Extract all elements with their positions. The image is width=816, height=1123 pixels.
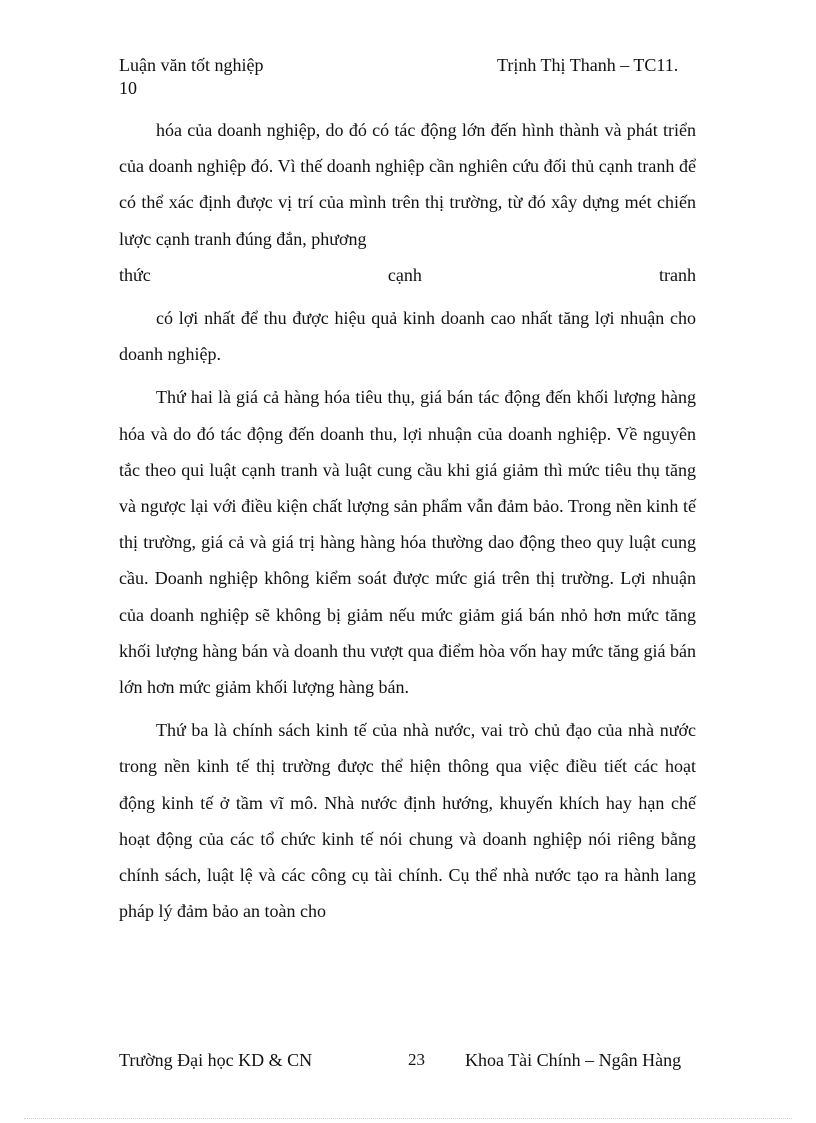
header-thesis-title: Luận văn tốt nghiệp [119, 55, 264, 75]
header-author: Trịnh Thị Thanh – TC11. [497, 55, 679, 75]
paragraph-continued: hóa của doanh nghiệp, do đó có tác động lớn đến hình thành và phát triển của doanh nghiệp đó. Vì thế doanh nghiệp cần nghiên cứu đối thủ cạnh tranh để có thể xác định được vị trí của mình trên thị trường, từ đó xây dựng mét chiến lược cạnh tranh đúng đắn, phương [119, 120, 696, 249]
page-number: 23 [408, 1050, 425, 1069]
header-author-class-wrap: 10 [119, 78, 137, 98]
paragraph-price-factor: Thứ hai là giá cả hàng hóa tiêu thụ, giá bán tác động đến khối lượng hàng hóa và do đó tác động đến doanh thu, lợi nhuận của doanh nghiệp. Về nguyên tắc theo qui luật cạnh tranh và luật cung cầu khi giá giảm thì mức tiêu thụ tăng và ngược lại với điều kiện chất lượng sản phẩm vẫn đảm bảo. Trong nền kinh tế thị trường, giá cả và giá trị hàng hàng hóa thường dao động theo quy luật cung cầu. Doanh nghiệp không kiểm soát được mức giá trên thị trường. Lợi nhuận của doanh nghiệp sẽ không bị giảm nếu mức giảm giá bán nhỏ hơn mức tăng khối lượng hàng bán và doanh thu vượt qua điểm hòa vốn hay mức tăng giá bán lớn hơn mức giảm khối lượng hàng bán. [119, 387, 696, 698]
page-body [119, 112, 696, 929]
paragraph-state-policy: Thứ ba là chính sách kinh tế của nhà nước, vai trò chủ đạo của nhà nước trong nền kinh tế thị trường được thể hiện thông qua việc điều tiết các hoạt động kinh tế ở tầm vĩ mô. Nhà nước định hướng, khuyến khích hay hạn chế hoạt động của các tổ chức kinh tế nói chung và doanh nghiệp nói riêng bằng chính sách, luật lệ và các công cụ tài chính. Cụ thể nhà nước tạo ra hành lang pháp lý đảm bảo an toàn cho [119, 720, 696, 922]
footer-university: Trường Đại học KD & CN [119, 1050, 313, 1070]
spread-word: tranh [659, 264, 696, 285]
paragraph-continued-tail: có lợi nhất để thu được hiệu quả kinh doanh cao nhất tăng lợi nhuận cho doanh nghiệp. [119, 308, 696, 365]
page-bottom-rule [24, 1118, 792, 1119]
spread-word: cạnh [387, 264, 422, 285]
footer-faculty: Khoa Tài Chính – Ngân Hàng [465, 1050, 682, 1070]
spread-line [119, 257, 696, 293]
spread-word: thức [119, 264, 151, 285]
